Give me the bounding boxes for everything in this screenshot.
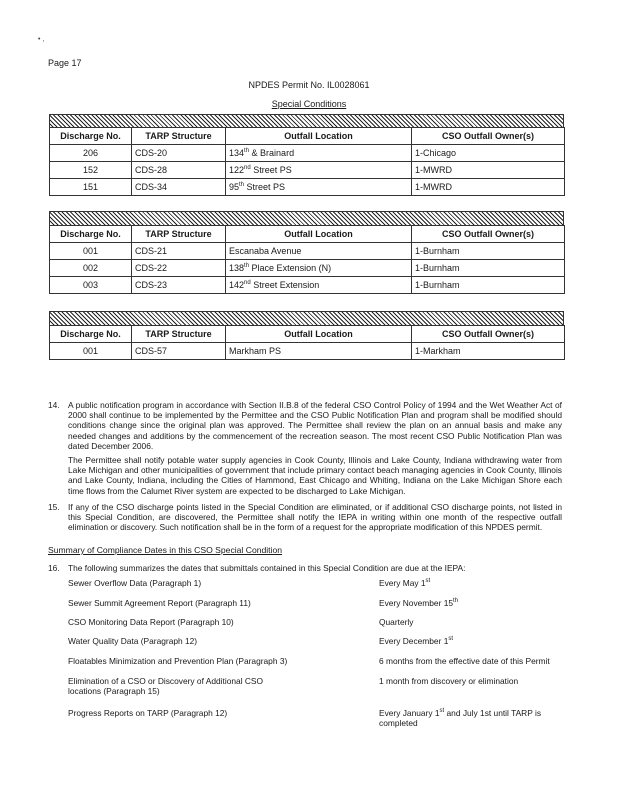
col-header: Discharge No. bbox=[50, 226, 132, 243]
due-item-date: Every November 15th bbox=[379, 598, 459, 608]
discharge-no: 001 bbox=[50, 243, 132, 260]
col-header: Discharge No. bbox=[50, 326, 132, 343]
paragraph-number: 15. bbox=[48, 502, 60, 512]
due-item-date: Every January 1st and July 1st until TARP is completed bbox=[379, 708, 542, 729]
col-header: TARP Structure bbox=[132, 326, 226, 343]
col-header: Outfall Location bbox=[226, 226, 412, 243]
tarp-structure: CDS-34 bbox=[132, 179, 226, 196]
tarp-structure: CDS-28 bbox=[132, 162, 226, 179]
discharge-no: 152 bbox=[50, 162, 132, 179]
table-row bbox=[50, 145, 565, 162]
table-row bbox=[50, 277, 565, 294]
due-item-label: Sewer Summit Agreement Report (Paragraph 11) bbox=[68, 598, 251, 608]
outfall-owner: 1-Burnham bbox=[412, 277, 565, 294]
col-header: CSO Outfall Owner(s) bbox=[412, 326, 565, 343]
col-header: Outfall Location bbox=[226, 128, 412, 145]
outfall-location: 134th & Brainard bbox=[226, 145, 412, 162]
section-heading: Special Conditions bbox=[271, 99, 347, 109]
col-header: CSO Outfall Owner(s) bbox=[412, 226, 565, 243]
paragraph-14: A public notification program in accordance with Section II.B.8 of the federal CSO Control Policy of 1994 and the Wet Weather Act of 2000 shall continue to be implemented by the Permittee and the CSO Public Notification Plan and program shall be modified should conditions change since the original plan was approved. The Permittee shall review the plan on an annual basis and make any needed changes and additions by the commencement of the recreation season. The most recent CSO Public Notification Plan was dated December 2006. bbox=[68, 400, 562, 451]
due-item-label: Progress Reports on TARP (Paragraph 12) bbox=[68, 708, 228, 718]
summary-title: Summary of Compliance Dates in this CSO Special Condition bbox=[48, 545, 283, 555]
tarp-structure: CDS-20 bbox=[132, 145, 226, 162]
due-item-date: Every May 1st bbox=[379, 578, 431, 588]
due-item-label: Water Quality Data (Paragraph 12) bbox=[68, 636, 198, 646]
table-header-row bbox=[50, 128, 565, 145]
outfall-location: 138th Place Extension (N) bbox=[226, 260, 412, 277]
col-header: Outfall Location bbox=[226, 326, 412, 343]
table-row bbox=[50, 179, 565, 196]
tarp-structure: CDS-21 bbox=[132, 243, 226, 260]
due-item-date: Quarterly bbox=[379, 617, 414, 627]
discharge-no: 151 bbox=[50, 179, 132, 196]
discharge-no: 003 bbox=[50, 277, 132, 294]
due-item-date: 1 month from discovery or elimination bbox=[379, 676, 519, 686]
discharge-no: 001 bbox=[50, 343, 132, 360]
corner-mark: • , bbox=[38, 36, 45, 43]
tarp-structure: CDS-23 bbox=[132, 277, 226, 294]
table-row bbox=[50, 243, 565, 260]
table-row bbox=[50, 343, 565, 360]
table-header-row bbox=[50, 226, 565, 243]
outfall-owner: 1-Burnham bbox=[412, 260, 565, 277]
col-header: CSO Outfall Owner(s) bbox=[412, 128, 565, 145]
outfall-owner: 1-MWRD bbox=[412, 179, 565, 196]
table-header-row bbox=[50, 326, 565, 343]
tarp-structure: CDS-57 bbox=[132, 343, 226, 360]
outfall-owner: 1-Markham bbox=[412, 343, 565, 360]
outfall-location: 142nd Street Extension bbox=[226, 277, 412, 294]
due-item-date: 6 months from the effective date of this Permit bbox=[379, 656, 550, 666]
paragraph-14-notification: The Permittee shall notify potable water supply agencies in Cook County, Illinois and Lake County, Indiana withdrawing water from Lake Michigan and other municipalities of government that include primary contact beach managing agencies in Cook County, Illinois and Lake County, Indiana, including the Cities of Hammond, East Chicago and Whiting, Indiana on the Lake Michigan Shore each time flows from the Calumet River system are expected to be discharged to Lake Michigan. bbox=[68, 455, 562, 496]
discharge-no: 002 bbox=[50, 260, 132, 277]
due-item-label: Elimination of a CSO or Discovery of Additional CSO locations (Paragraph 15) bbox=[68, 676, 264, 697]
due-item-label: Floatables Minimization and Prevention Plan (Paragraph 3) bbox=[68, 656, 288, 666]
discharge-no: 206 bbox=[50, 145, 132, 162]
outfall-owner: 1-Burnham bbox=[412, 243, 565, 260]
outfall-location: 122nd Street PS bbox=[226, 162, 412, 179]
outfall-owner: 1-Chicago bbox=[412, 145, 565, 162]
outfall-location: Markham PS bbox=[226, 343, 412, 360]
cso-table-2 bbox=[49, 225, 565, 294]
cso-table-3 bbox=[49, 325, 565, 360]
col-header: Discharge No. bbox=[50, 128, 132, 145]
paragraph-number: 16. bbox=[48, 563, 60, 573]
outfall-location: Escanaba Avenue bbox=[226, 243, 412, 260]
col-header: TARP Structure bbox=[132, 226, 226, 243]
permit-title: NPDES Permit No. IL0028061 bbox=[248, 80, 370, 90]
page-label: Page 17 bbox=[48, 58, 82, 68]
due-item-label: Sewer Overflow Data (Paragraph 1) bbox=[68, 578, 202, 588]
cso-table-1 bbox=[49, 127, 565, 196]
table-row bbox=[50, 162, 565, 179]
outfall-owner: 1-MWRD bbox=[412, 162, 565, 179]
due-item-date: Every December 1st bbox=[379, 636, 454, 646]
outfall-location: 95th Street PS bbox=[226, 179, 412, 196]
paragraph-15: If any of the CSO discharge points listed in the Special Condition are eliminated, or if additional CSO discharge points, not listed in this Special Condition, are discovered, the Permittee shall notify the IEPA in writing within one month of the respective outfall elimination or discovery. Such notification shall be in the form of a request for the appropriate modification of this NPDES permit. bbox=[68, 502, 562, 533]
paragraph-number: 14. bbox=[48, 400, 60, 410]
due-item-label: CSO Monitoring Data Report (Paragraph 10) bbox=[68, 617, 234, 627]
tarp-structure: CDS-22 bbox=[132, 260, 226, 277]
summary-intro: The following summarizes the dates that submittals contained in this Special Condition are due at the IEPA: bbox=[68, 563, 466, 573]
col-header: TARP Structure bbox=[132, 128, 226, 145]
table-row bbox=[50, 260, 565, 277]
